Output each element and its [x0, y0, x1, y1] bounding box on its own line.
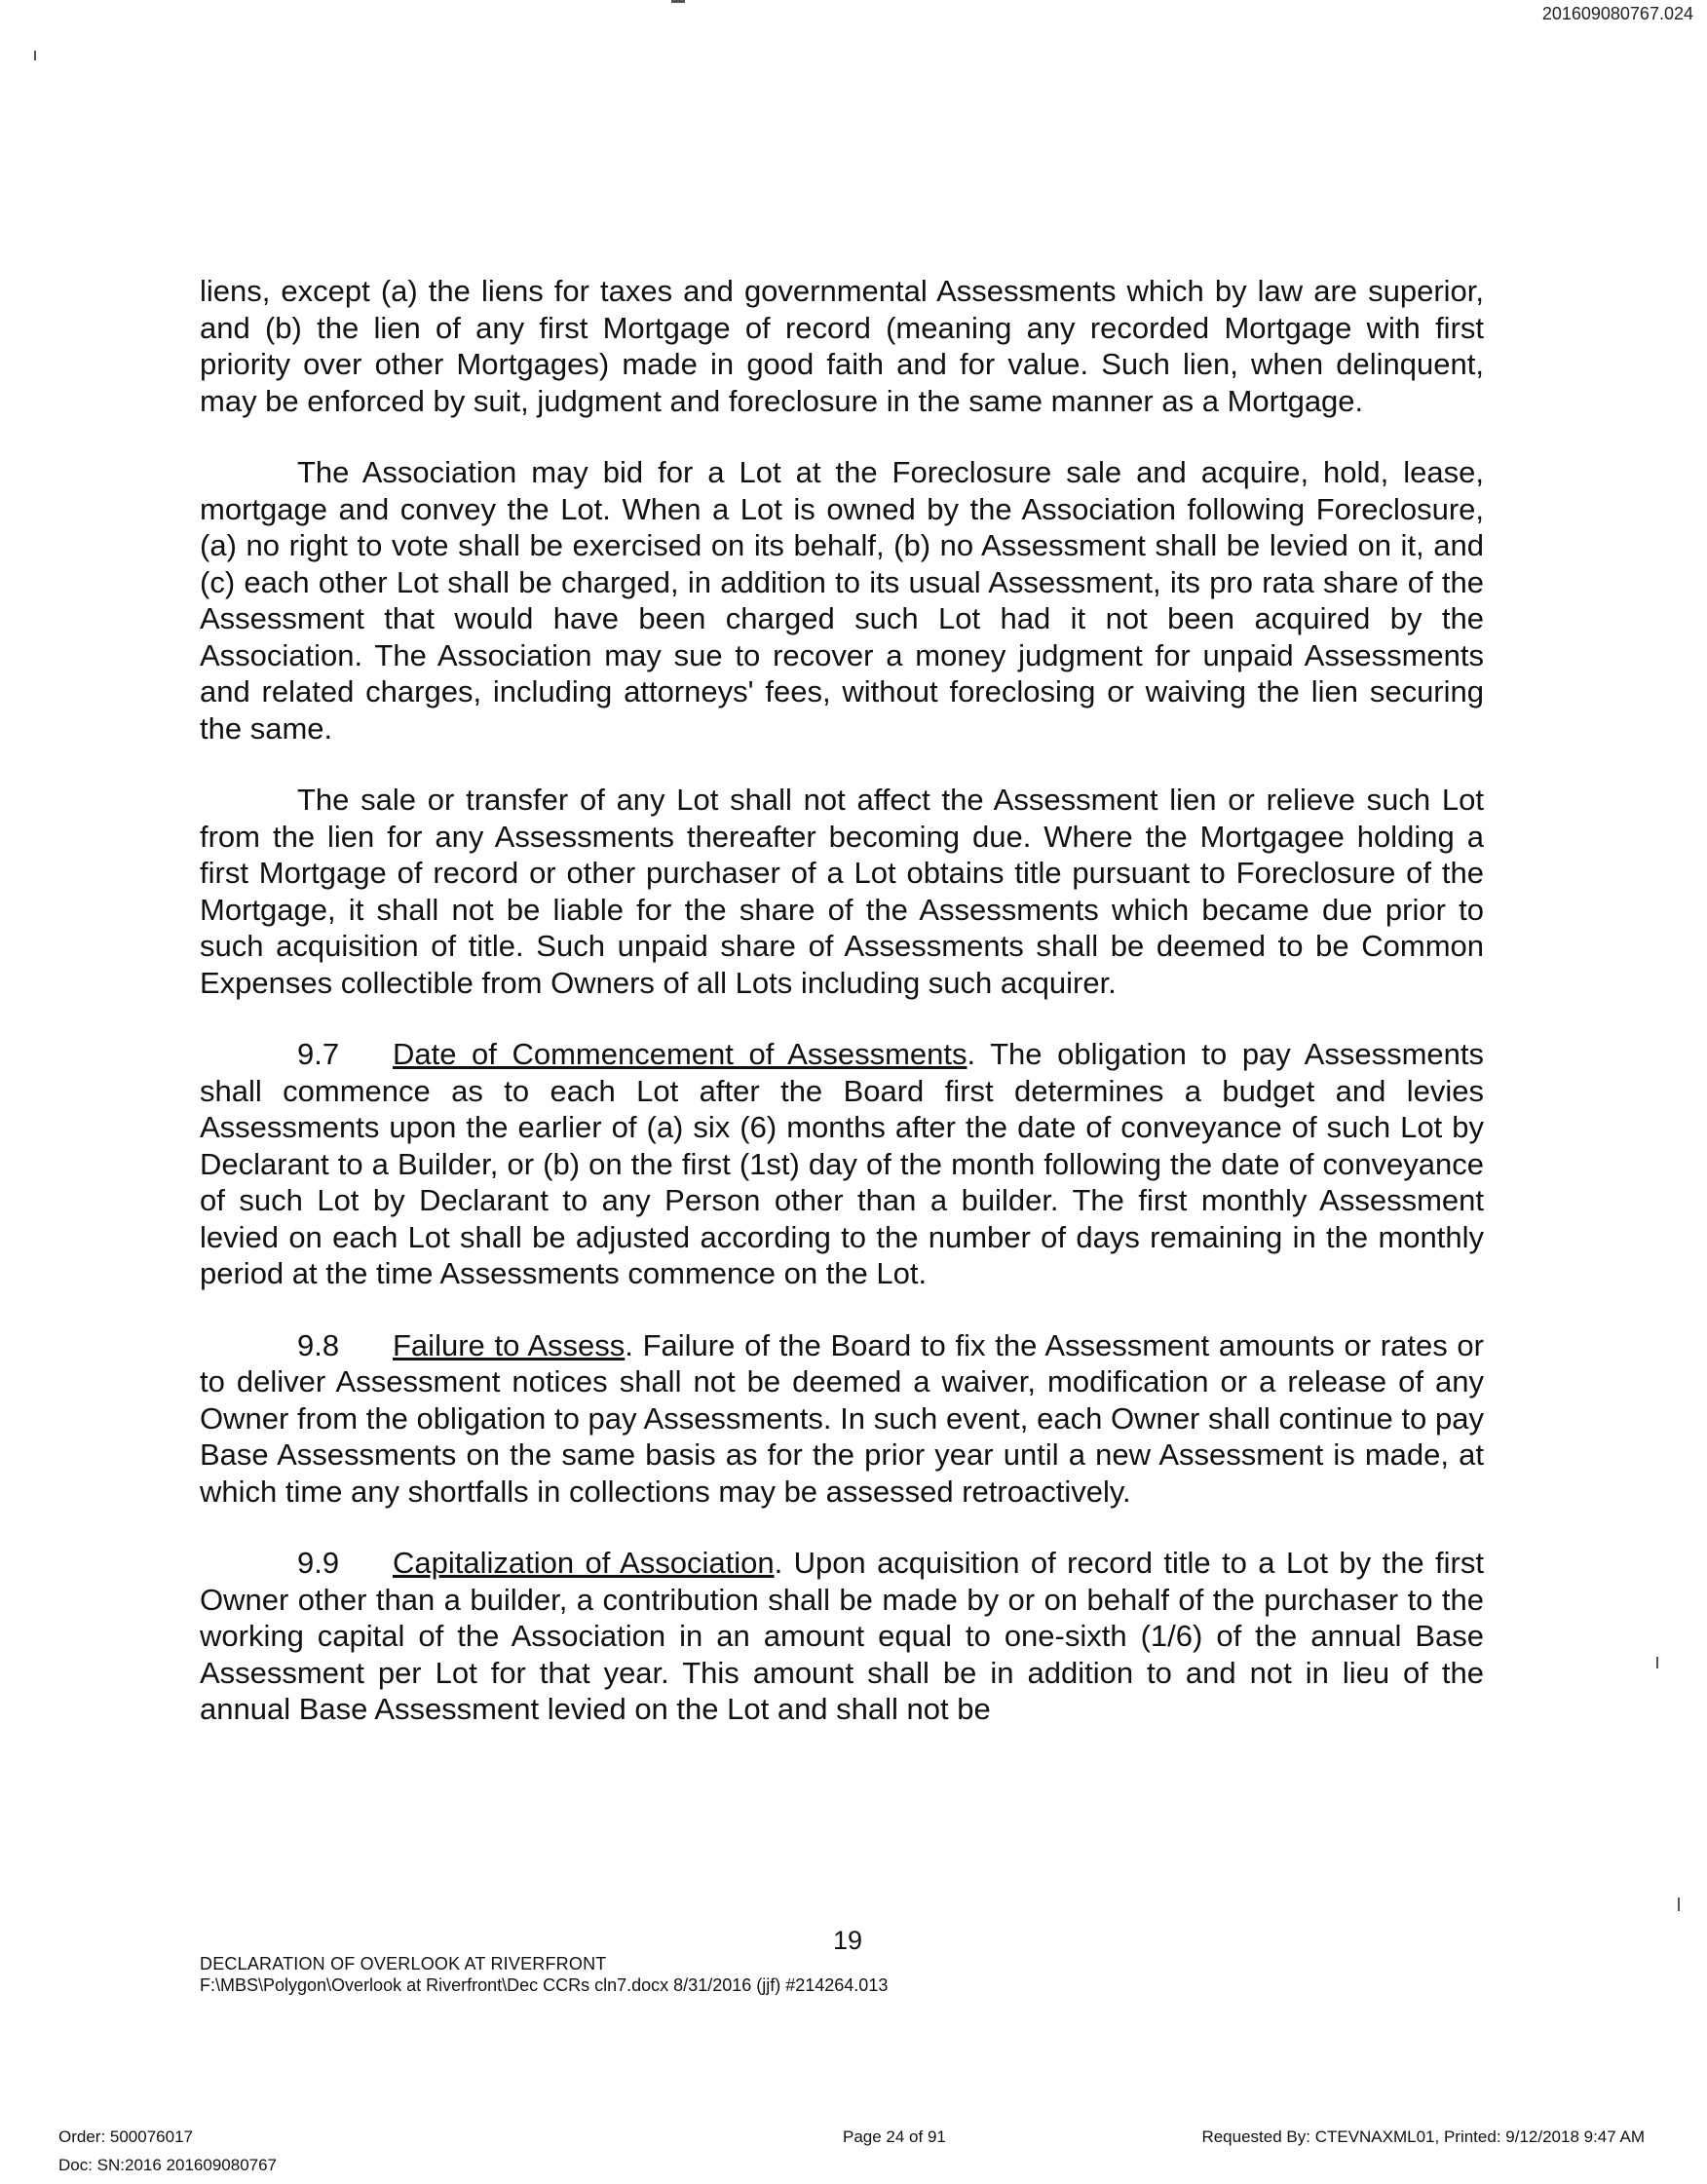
section-number: 9.7	[297, 1037, 340, 1071]
section-9-9	[200, 1545, 1484, 1728]
section-number: 9.9	[297, 1546, 340, 1580]
section-text: . Upon acquisition of record title to a Lot by the first Owner other than a builder, a contribution shall be made by or on behalf of the purchaser to the working capital of the Association in an amount equal to one-sixth (1/6) of the annual Base Assessment per Lot for that year. This amount shall be in addition to and not in lieu of the annual Base Assessment levied on the Lot and shall not be	[200, 1546, 1484, 1726]
section-text: . Failure of the Board to fix the Assessment amounts or rates or to deliver Assessment notices shall not be deemed a waiver, modification or a release of any Owner from the obligation to pay Assessments. In such event, each Owner shall continue to pay Base Assessments on the same basis as for the prior year until a new Assessment is made, at which time any shortfalls in collections may be assessed retroactively.	[200, 1327, 1484, 1509]
page-number: 19	[832, 1926, 863, 1955]
scan-mark	[671, 0, 685, 3]
section-text: . The obligation to pay Assessments shall commence as to each Lot after the Board first determines a budget and levies Assessments upon the earlier of (a) six (6) months after the date of conveyance of such Lot by Declarant to a Builder, or (b) on the first (1st) day of the month following the date of conveyance of such Lot by Declarant to any Person other than a builder. The first monthly Assessment levied on each Lot shall be adjusted according to the number of days remaining in the monthly period at the time Assessments commence on the Lot.	[200, 1037, 1484, 1290]
section-title: Failure to Assess	[393, 1327, 626, 1362]
paragraph-liens: liens, except (a) the liens for taxes and governmental Assessments which by law are superior, and (b) the lien of any first Mortgage of record (meaning any recorded Mortgage with first priority over other Mortgages) made in good faith and for value. Such lien, when delinquent, may be enforced by suit, judgment and foreclosure in the same manner as a Mortgage.	[200, 274, 1484, 418]
paragraph-sale-transfer: The sale or transfer of any Lot shall not affect the Assessment lien or relieve such Lot from the lien for any Assessments thereafter becoming due. Where the Mortgagee holding a first Mortgage of record or other purchaser of a Lot obtains title pursuant to Foreclosure of the Mortgage, it shall not be liable for the share of the Assessments which became due prior to such acquisition of title. Such unpaid share of Assessments shall be deemed to be Common Expenses collectible from Owners of all Lots including such acquirer.	[200, 783, 1484, 1000]
footer-file-path: F:\MBS\Polygon\Overlook at Riverfront\Dec CCRs cln7.docx 8/31/2016 (jjf) #214264.013	[200, 1975, 889, 1995]
page-count: Page 24 of 91	[843, 2127, 946, 2146]
section-9-8	[200, 1327, 1484, 1511]
section-title: Capitalization of Association	[393, 1546, 775, 1580]
doc-reference: Doc: SN:2016 201609080767	[58, 2156, 278, 2174]
order-number: Order: 500076017	[58, 2127, 193, 2146]
scan-mark	[1656, 1657, 1658, 1668]
section-9-7	[200, 1036, 1484, 1292]
section-title: Date of Commencement of Assessments	[393, 1037, 967, 1071]
document-number: 201609080767.024	[1541, 4, 1693, 23]
document-body	[200, 273, 1484, 1763]
paragraph-foreclosure-bid: The Association may bid for a Lot at the Foreclosure sale and acquire, hold, lease, mortgage and convey the Lot. When a Lot is owned by the Association following Foreclosure, (a) no right to vote shall be exercised on its behalf, (b) no Assessment shall be levied on it, and (c) each other Lot shall be charged, in addition to its usual Assessment, its pro rata share of the Assessment that would have been charged such Lot had it not been acquired by the Association. The Association may sue to recover a money judgment for unpaid Assessments and related charges, including attorneys' fees, without foreclosing or waiving the lien securing the same.	[200, 455, 1484, 746]
scan-mark	[1678, 1897, 1680, 1911]
section-number: 9.8	[297, 1327, 340, 1362]
footer-document-title: DECLARATION OF OVERLOOK AT RIVERFRONT	[200, 1954, 607, 1973]
requested-by: Requested By: CTEVNAXML01, Printed: 9/12/2018 9:47 AM	[1201, 2127, 1645, 2146]
scan-mark	[34, 51, 36, 60]
